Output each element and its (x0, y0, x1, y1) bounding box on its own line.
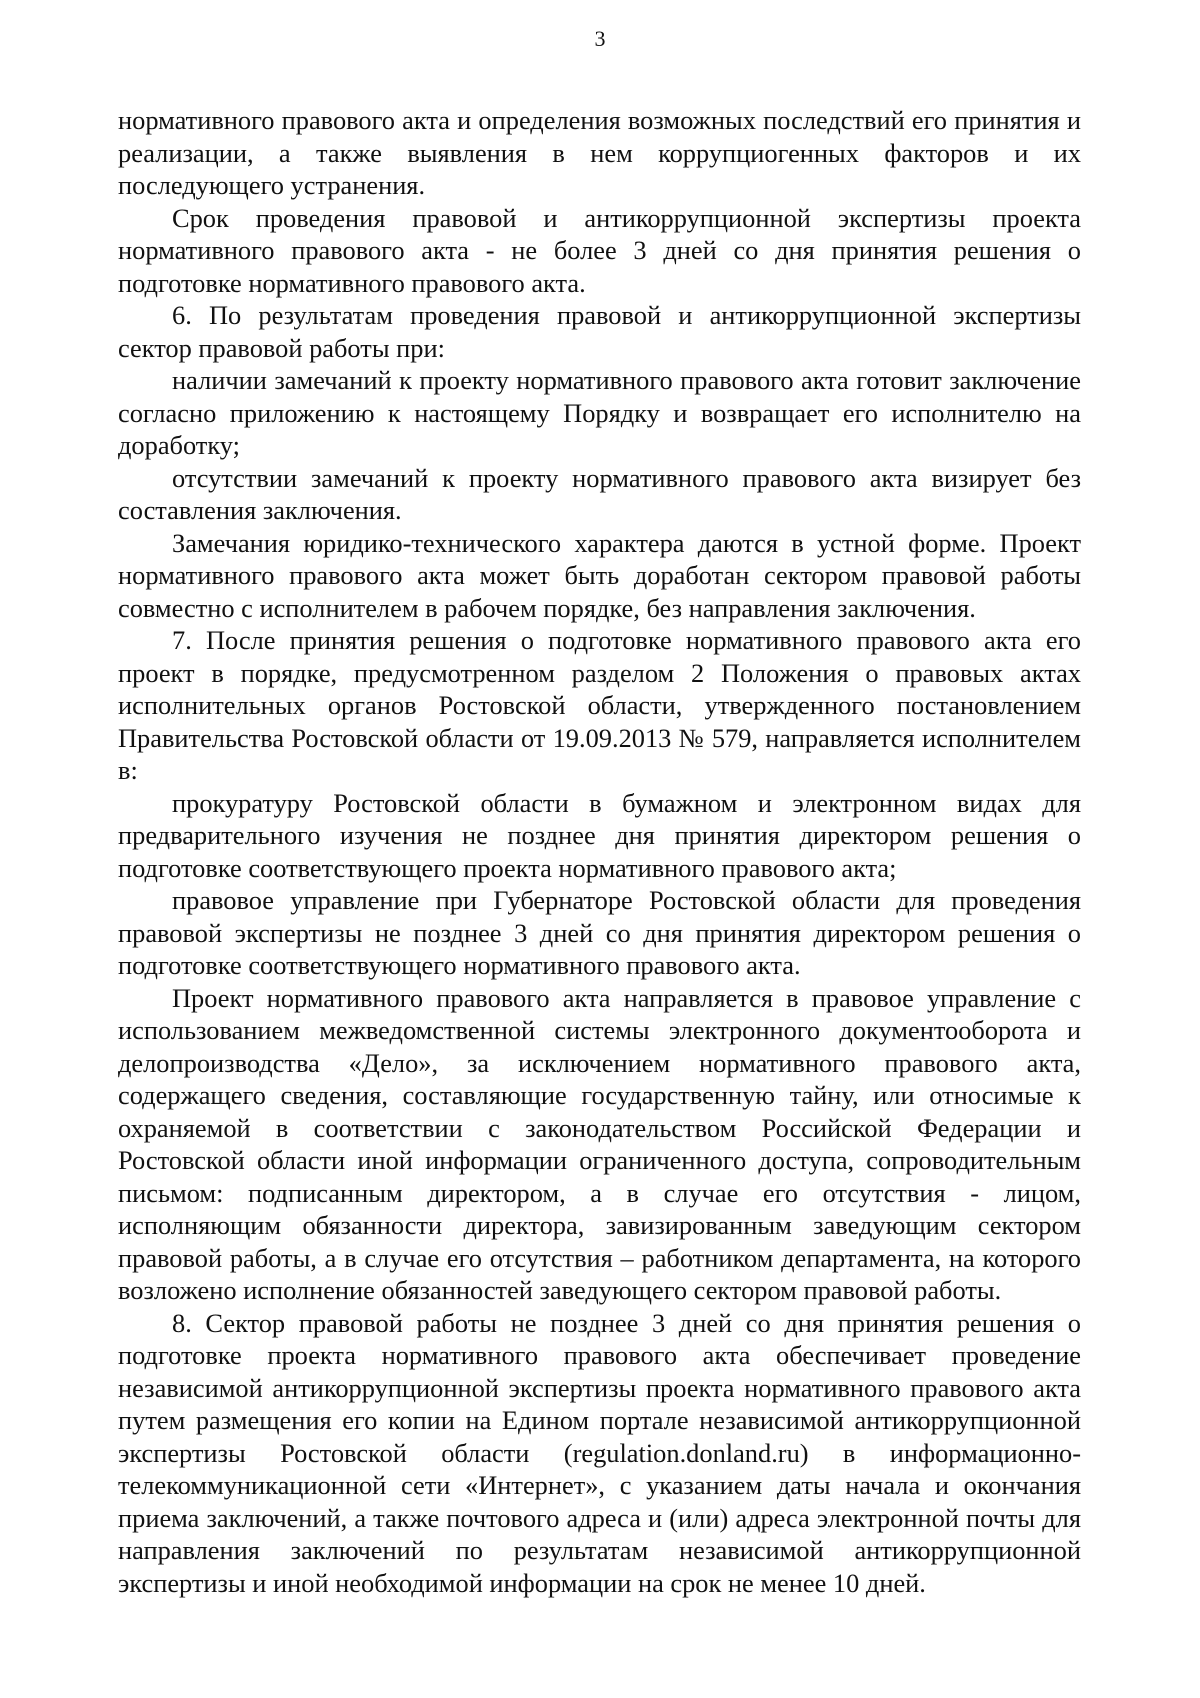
paragraph-item-6: 6. По результатам проведения правовой и антикоррупционной экспертизы сектор правовой работы при: (118, 300, 1081, 363)
paragraph-legal-department: правовое управление при Губернаторе Ростовской области для проведения правовой экспертизы не позднее 3 дней со дня принятия директором решения о подготовке соответствующего нормативного правового акта. (118, 885, 1081, 980)
page-number: 3 (594, 26, 606, 51)
paragraph-expertise-term: Срок проведения правовой и антикоррупционной экспертизы проекта нормативного правового акта - не более 3 дней со дня принятия решения о подготовке нормативного правового акта. (118, 202, 1081, 298)
paragraph-submission-procedure: Проект нормативного правового акта направляется в правовое управление с использованием межведомственной системы электронного документооборота и делопроизводства «Дело», за исключением нормативного правового акта, содержащего сведения, составляющие государственную тайну, или относимые к охраняемой в соответствии с законодательством Российской Федерации и Ростовской области иной информации ограниченного доступа, сопроводительным письмом: подписанным директором, а в случае его отсутствия - лицом, исполняющим обязанности директора, завизированным заведующим сектором правовой работы, а в случае его отсутствия – работником департамента, на которого возложено исполнение обязанностей заведующего сектором правовой работы. (118, 982, 1081, 1305)
paragraph-remarks-absent: отсутствии замечаний к проекту нормативного правового акта визирует без составления заключения. (118, 462, 1081, 525)
paragraph-continuation: нормативного правового акта и определения возможных последствий его принятия и реализации, а также выявления в нем коррупциогенных факторов и их последующего устранения. (118, 105, 1081, 200)
paragraph-remarks-present: наличии замечаний к проекту нормативного правового акта готовит заключение согласно приложению к настоящему Порядку и возвращает его исполнителю на доработку; (118, 365, 1081, 460)
paragraph-item-8: 8. Сектор правовой работы не позднее 3 дней со дня принятия решения о подготовке проекта нормативного правового акта обеспечивает проведение независимой антикоррупционной экспертизы проекта нормативного правового акта путем размещения его копии на Едином портале независимой антикоррупционной экспертизы Ростовской области (regulation.donland.ru) в информационно-телекоммуникационной сети «Интернет», с указанием даты начала и окончания приема заключений, а также почтового адреса и (или) адреса электронной почты для направления заключений по результатам независимой антикоррупционной экспертизы и иной необходимой информации на срок не менее 10 дней. (118, 1307, 1081, 1598)
paragraph-technical-remarks: Замечания юридико-технического характера даются в устной форме. Проект нормативного правового акта может быть доработан сектором правовой работы совместно с исполнителем в рабочем порядке, без направления заключения. (118, 527, 1081, 623)
paragraph-prosecutor: прокуратуру Ростовской области в бумажном и электронном видах для предварительного изучения не позднее дня принятия директором решения о подготовке соответствующего проекта нормативного правового акта; (118, 787, 1081, 883)
document-body (118, 104, 1081, 1599)
paragraph-item-7: 7. После принятия решения о подготовке нормативного правового акта его проект в порядке, предусмотренном разделом 2 Положения о правовых актах исполнительных органов Ростовской области, утвержденного постановлением Правительства Ростовской области от 19.09.2013 № 579, направляется исполнителем в: (118, 625, 1081, 785)
